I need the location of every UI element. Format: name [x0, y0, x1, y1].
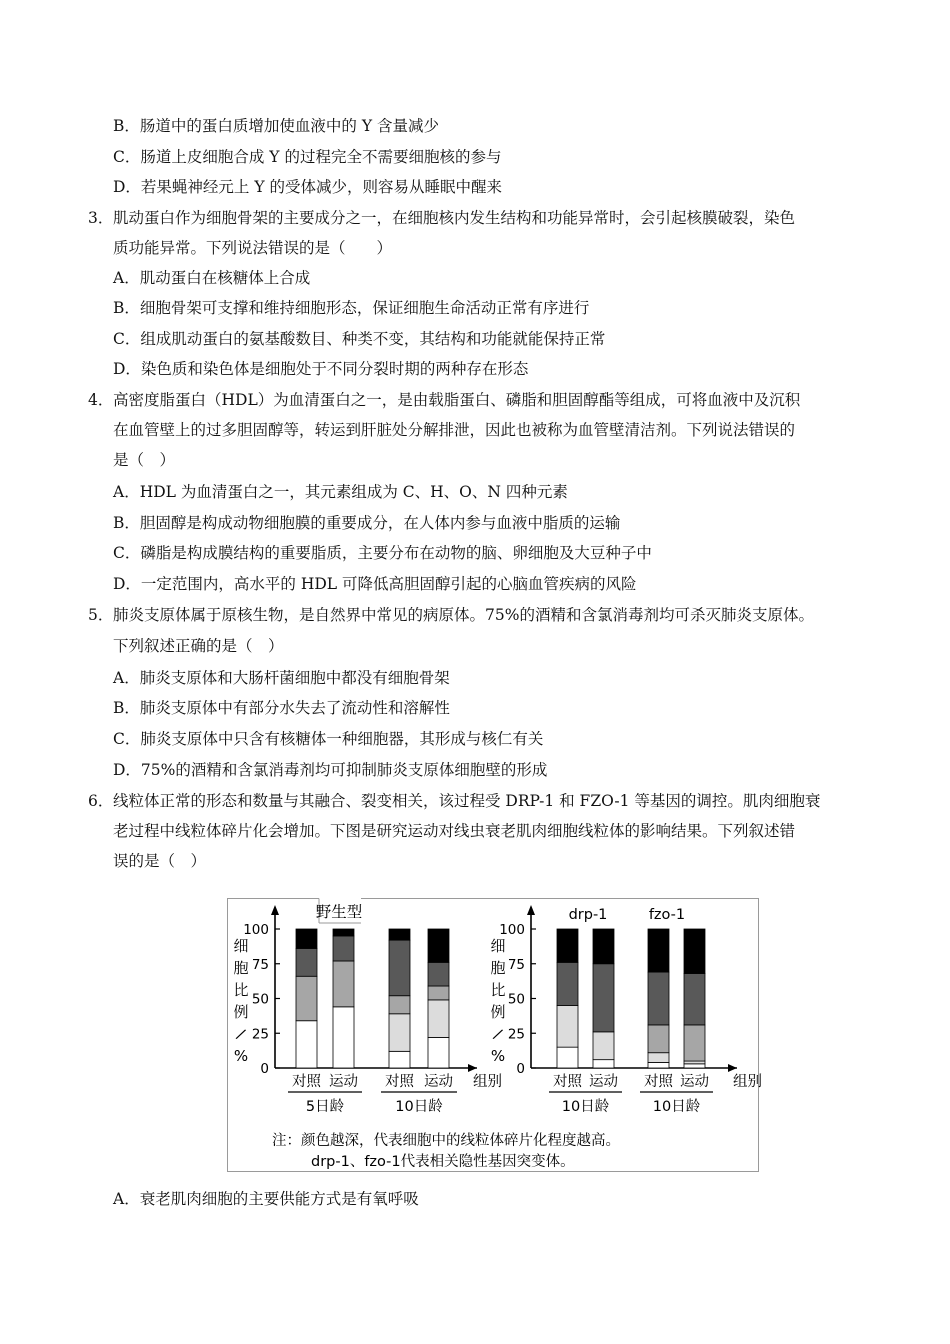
y-tick-label: 75: [251, 956, 269, 973]
x-axis-label: 组别: [473, 1074, 502, 1090]
option-c: C．磷脂是构成膜结构的重要脂质，主要分布在动物的脑、卵细胞及大豆种子中: [113, 544, 652, 562]
question-stem: 下列叙述正确的是（ ）: [113, 637, 284, 655]
figure-note-2: drp-1、fzo-1代表相关隐性基因突变体。: [311, 1154, 575, 1170]
question-stem: 在血管壁上的过多胆固醇等，转运到肝脏处分解排泄，因此也被称为血管壁清洁剂。下列说法错误的: [113, 421, 796, 439]
bar-segment: [684, 1064, 705, 1068]
bar-label: 对照: [385, 1074, 414, 1090]
y-axis-label-char: /: [491, 1024, 505, 1044]
bar-segment: [428, 1037, 449, 1068]
option-d: D．若果蝇神经元上 Y 的受体减少，则容易从睡眠中醒来: [113, 178, 503, 196]
bar-segment: [389, 929, 410, 940]
bar-segment: [648, 1062, 669, 1068]
stacked-bar-figure: [227, 898, 762, 1172]
group-label: 10日龄: [395, 1099, 443, 1115]
bar-segment: [593, 1032, 614, 1060]
bar-label: 运动: [329, 1074, 358, 1090]
option-c: C．肺炎支原体中只含有核糖体一种细胞器，其形成与核仁有关: [113, 730, 544, 748]
y-tick-label: 50: [507, 991, 525, 1008]
option-a: A．肌动蛋白在核糖体上合成: [113, 269, 311, 287]
y-axis-label-char: 比: [233, 981, 249, 999]
y-axis-label-char: 例: [233, 1003, 249, 1021]
option-a: A．HDL 为血清蛋白之一，其元素组成为 C、H、O、N 四种元素: [113, 483, 568, 501]
y-tick-label: 75: [507, 956, 525, 973]
bar-segment: [593, 929, 614, 964]
y-axis-label-char: 比: [490, 981, 506, 999]
bar-segment: [648, 1025, 669, 1053]
bar-segment: [648, 1053, 669, 1063]
bar-label: 对照: [553, 1074, 582, 1090]
bar-segment: [296, 929, 317, 948]
question-stem: 质功能异常。下列说法错误的是（ ）: [113, 239, 393, 257]
bar-segment: [684, 929, 705, 973]
y-tick-label: 25: [507, 1026, 525, 1043]
question-stem: 线粒体正常的形态和数量与其融合、裂变相关，该过程受 DRP-1 和 FZO-1 等基因的调控。肌肉细胞衰: [113, 792, 821, 810]
bar-segment: [557, 962, 578, 1005]
question-number: 5．: [88, 606, 114, 624]
option-b: B．胆固醇是构成动物细胞膜的重要成分，在人体内参与血液中脂质的运输: [113, 514, 621, 532]
y-tick-label: 0: [260, 1061, 269, 1077]
y-axis-label-char: 胞: [490, 959, 506, 977]
bar-label: 运动: [589, 1074, 618, 1090]
bar-segment: [428, 986, 449, 1000]
y-tick-label: 50: [251, 991, 269, 1008]
bar-segment: [684, 1025, 705, 1061]
option-b: B．细胞骨架可支撑和维持细胞形态，保证细胞生命活动正常有序进行: [113, 299, 590, 317]
y-axis-label-char: 细: [490, 937, 506, 955]
bar-label: 对照: [644, 1074, 673, 1090]
question-stem: 误的是（ ）: [113, 852, 207, 870]
y-tick-label: 100: [499, 922, 525, 938]
bar-segment: [428, 1000, 449, 1038]
option-c: C．肠道上皮细胞合成 Y 的过程完全不需要细胞核的参与: [113, 148, 502, 166]
group-label: 10日龄: [561, 1099, 610, 1115]
question-stem: 肺炎支原体属于原核生物，是自然界中常见的病原体。75%的酒精和含氯消毒剂均可杀灭肺炎支原体。: [113, 606, 814, 624]
bar-segment: [648, 972, 669, 1025]
y-axis-label-char: 胞: [233, 959, 249, 977]
option-a: A．衰老肌肉细胞的主要供能方式是有氧呼吸: [113, 1190, 419, 1208]
bar-label: 运动: [424, 1074, 453, 1090]
bar-label: 运动: [680, 1074, 709, 1090]
bar-segment: [684, 1061, 705, 1064]
question-number: 6．: [88, 792, 114, 810]
panel-header: fzo-1: [648, 907, 686, 923]
y-tick-label: 100: [243, 922, 269, 938]
bar-segment: [333, 961, 354, 1007]
y-axis-label-char: 例: [490, 1003, 506, 1021]
option-c: C．组成肌动蛋白的氨基酸数目、种类不变，其结构和功能就能保持正常: [113, 330, 606, 348]
bar-segment: [333, 1007, 354, 1068]
bar-segment: [648, 929, 669, 972]
bar-segment: [296, 948, 317, 976]
bar-segment: [389, 940, 410, 996]
bar-segment: [333, 929, 354, 936]
y-tick-label: 25: [251, 1026, 269, 1043]
option-d: D．75%的酒精和含氯消毒剂均可抑制肺炎支原体细胞壁的形成: [113, 761, 548, 779]
question-number: 3．: [88, 209, 114, 227]
bar-segment: [593, 1060, 614, 1068]
question-stem: 是（ ）: [113, 451, 176, 469]
question-stem: 高密度脂蛋白（HDL）为血清蛋白之一，是由载脂蛋白、磷脂和胆固醇酯等组成，可将血液中及沉积: [113, 391, 801, 409]
y-axis-label-char: %: [490, 1047, 506, 1065]
question-stem: 肌动蛋白作为细胞骨架的主要成分之一，在细胞核内发生结构和功能异常时，会引起核膜破裂，染色: [113, 209, 796, 227]
group-label: 10日龄: [652, 1099, 701, 1115]
question-number: 4．: [88, 391, 114, 409]
bar-segment: [684, 973, 705, 1024]
option-d: D．染色质和染色体是细胞处于不同分裂时期的两种存在形态: [113, 360, 529, 378]
group-label: 5日龄: [305, 1099, 345, 1115]
bar-segment: [428, 929, 449, 962]
panel-header: 野生型: [315, 903, 363, 921]
option-b: B．肺炎支原体中有部分水失去了流动性和溶解性: [113, 699, 450, 717]
y-tick-label: 0: [516, 1061, 525, 1077]
option-a: A．肺炎支原体和大肠杆菌细胞中都没有细胞骨架: [113, 669, 450, 687]
bar-segment: [557, 1047, 578, 1068]
bar-segment: [296, 1021, 317, 1068]
bar-segment: [557, 929, 578, 962]
bar-segment: [389, 1051, 410, 1068]
bar-segment: [333, 936, 354, 961]
bar-segment: [389, 996, 410, 1014]
question-stem: 老过程中线粒体碎片化会增加。下图是研究运动对线虫衰老肌肉细胞线粒体的影响结果。下列叙述错: [113, 822, 796, 840]
x-axis-label: 组别: [733, 1074, 762, 1090]
bar-segment: [296, 976, 317, 1020]
y-axis-label-char: %: [233, 1047, 249, 1065]
panel-header: drp-1: [568, 907, 608, 923]
y-axis-label-char: /: [234, 1024, 248, 1044]
figure-note-1: 注：颜色越深，代表细胞中的线粒体碎片化程度越高。: [272, 1133, 620, 1149]
option-d: D．一定范围内，高水平的 HDL 可降低高胆固醇引起的心脑血管疾病的风险: [113, 575, 637, 593]
bar-segment: [389, 1014, 410, 1052]
y-axis-label-char: 细: [233, 937, 249, 955]
figure: [227, 898, 762, 1172]
bar-label: 对照: [292, 1074, 321, 1090]
option-b: B．肠道中的蛋白质增加使血液中的 Y 含量减少: [113, 117, 439, 135]
bar-segment: [557, 1005, 578, 1047]
bar-segment: [593, 964, 614, 1032]
bar-segment: [428, 962, 449, 986]
